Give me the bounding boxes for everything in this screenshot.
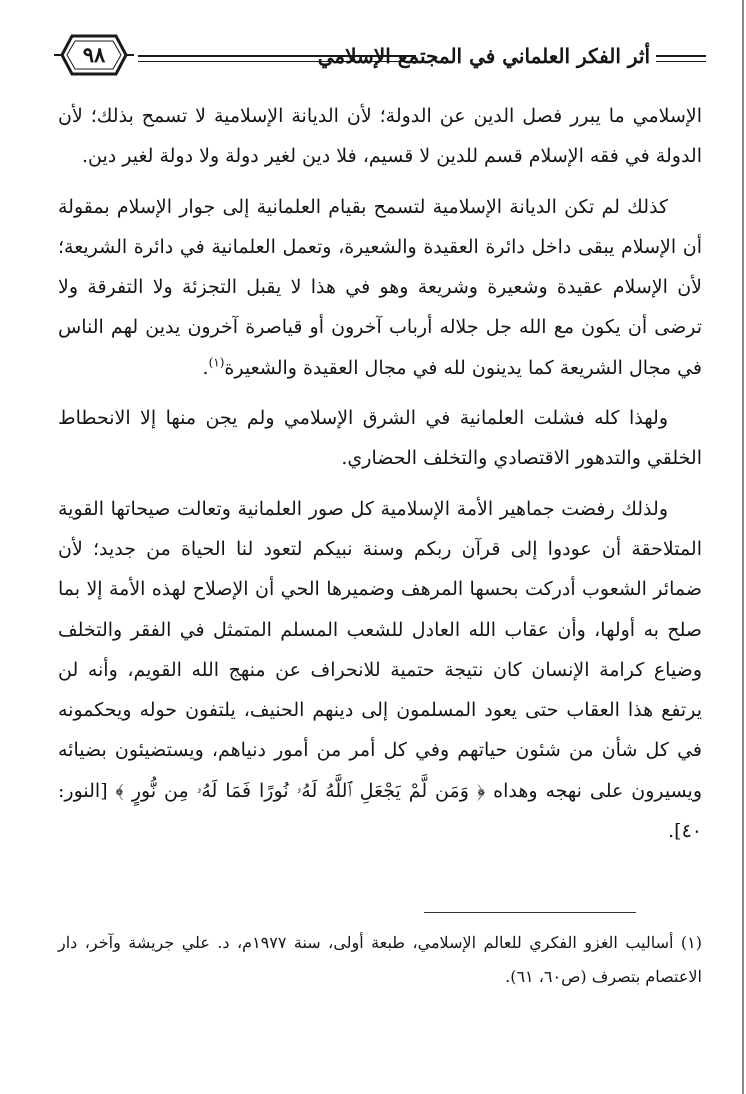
page-number: ٩٨ bbox=[82, 42, 106, 67]
body-text bbox=[58, 96, 702, 851]
paragraph: ولهذا كله فشلت العلمانية في الشرق الإسلامي ولم يجن منها إلا الانحطاط الخلقي والتدهور الاقتصادي والتخلف الحضاري. bbox=[58, 407, 702, 470]
footnote-separator bbox=[424, 912, 636, 913]
footnote-marker[interactable]: (١) bbox=[208, 355, 225, 370]
footnote: (١) أساليب الغزو الفكري للعالم الإسلامي، طبعة أولى، سنة ١٩٧٧م، د. علي جريشة وآخر، دار الاعتصام بتصرف (ص٦٠، ٦١). bbox=[58, 933, 703, 986]
header-rule-right bbox=[656, 55, 706, 62]
running-title: أثر الفكر العلماني في المجتمع الإسلامي bbox=[317, 44, 650, 68]
paragraph-text: كذلك لم تكن الديانة الإسلامية لتسمح بقيام العلمانية إلى جوار الإسلام بمقولة أن الإسلام يبقى داخل دائرة العقيدة والشعيرة، وتعمل العلمانية في دائرة الشريعة؛ لأن الإسلام عقيدة وشعيرة وشريعة وهو في هذا لا يقبل التجزئة ولا التفرقة ولا ترضى أن يكون مع الله جل جلاله أرباب آخرون أو قياصرة آخرون يدين لهم الناس في مجال الشريعة كما يدينون لله في مجال العقيدة والشعيرة bbox=[58, 195, 702, 379]
paragraph: ولذلك رفضت جماهير الأمة الإسلامية كل صور العلمانية وتعالت صيحاتها القوية المتلاحقة أن عودوا إلى قرآن ربكم وسنة نبيكم لتعود لنا الحياة من جديد؛ لأن ضمائر الشعوب أدركت بحسها المرهف وضميرها الحي أن الإصلاح لهذه الأمة إلا بما صلح به أولها، وأن عقاب الله العادل للشعب المسلم المتمثل في الفقر والتخلف وضياع كرامة الإنسان كان نتيجة حتمية للانحراف عن منهج الله القويم، وأنه لن يرتفع هذا العقاب حتى يعود المسلمون إلى دينهم الحنيف، يلتفون حوله ويحكمونه في كل شأن من شئون حياتهم وفي كل أمر من أمور دنياهم، ويستضيئون بضيائه ويسيرون على نهجه وهداه ﴿ وَمَن لَّمْ يَجْعَلِ ٱللَّهُ لَهُۥ نُورًا فَمَا لَهُۥ مِن نُّورٍ ﴾ [النور: ٤٠]. bbox=[58, 497, 702, 843]
page-header bbox=[52, 28, 712, 84]
footnotes bbox=[58, 926, 702, 994]
paragraph: الإسلامي ما يبرر فصل الدين عن الدولة؛ لأن الديانة الإسلامية لا تسمح بذلك؛ لأن الدولة في فقه الإسلام قسم للدين لا قسيم، فلا دين لغير دولة ولا دولة لغير دين. bbox=[58, 105, 702, 168]
scan-page-edge bbox=[742, 0, 744, 1094]
page-number-badge bbox=[52, 32, 136, 78]
paragraph bbox=[58, 187, 702, 388]
paragraph-tail: . bbox=[202, 356, 209, 379]
